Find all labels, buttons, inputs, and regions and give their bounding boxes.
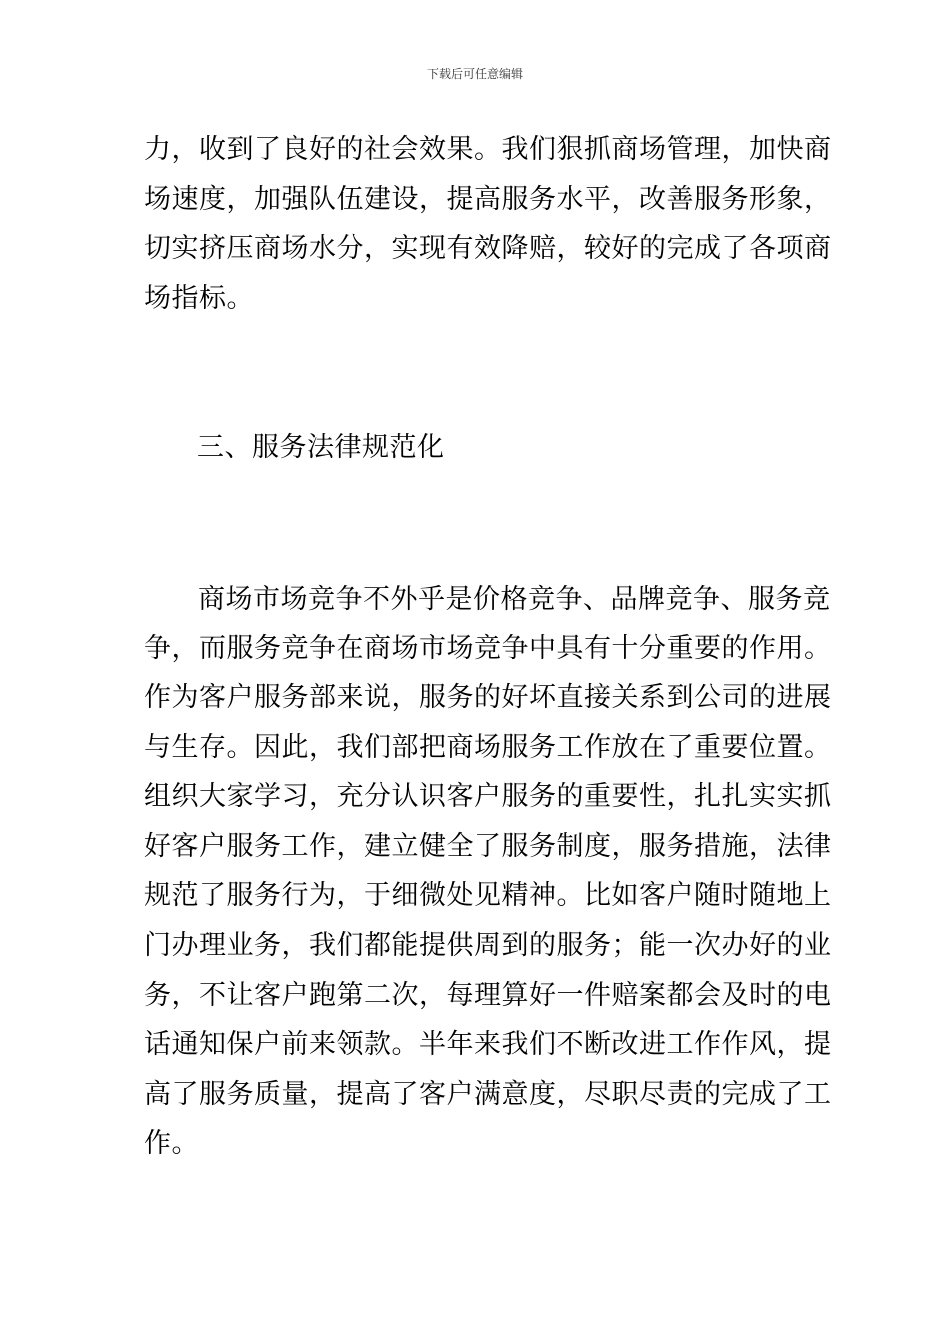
text-line: 高了服务质量，提高了客户满意度，尽职尽责的完成了工 bbox=[144, 1079, 832, 1110]
text-line: 切实挤压商场水分，实现有效降赔，较好的完成了各项商 bbox=[144, 233, 832, 264]
page-header: 下载后可任意编辑 bbox=[426, 67, 523, 81]
text-line: 争，而服务竞争在商场市场竞争中具有十分重要的作用。 bbox=[144, 633, 832, 664]
text-line: 与生存。因此，我们部把商场服务工作放在了重要位置。 bbox=[144, 732, 832, 763]
text-line: 好客户服务工作，建立健全了服务制度，服务措施，法律 bbox=[144, 831, 832, 862]
text-line: 话通知保户前来领款。半年来我们不断改进工作作风，提 bbox=[144, 1029, 832, 1060]
text-line: 场速度，加强队伍建设，提高服务水平，改善服务形象， bbox=[144, 184, 832, 215]
text-line: 组织大家学习，充分认识客户服务的重要性，扎扎实实抓 bbox=[144, 781, 832, 812]
text-line: 作。 bbox=[144, 1128, 199, 1159]
text-line: 门办理业务，我们都能提供周到的服务；能一次办好的业 bbox=[144, 930, 832, 961]
text-line: 规范了服务行为，于细微处见精神。比如客户随时随地上 bbox=[144, 880, 832, 911]
text-line: 商场市场竞争不外乎是价格竞争、品牌竞争、服务竞 bbox=[198, 584, 831, 615]
text-line: 力，收到了良好的社会效果。我们狠抓商场管理，加快商 bbox=[144, 134, 832, 165]
section-heading: 三、服务法律规范化 bbox=[197, 432, 445, 463]
text-line: 场指标。 bbox=[144, 283, 254, 314]
text-line: 作为客户服务部来说，服务的好坏直接关系到公司的进展 bbox=[144, 682, 832, 713]
text-line: 务，不让客户跑第二次，每理算好一件赔案都会及时的电 bbox=[144, 980, 832, 1011]
